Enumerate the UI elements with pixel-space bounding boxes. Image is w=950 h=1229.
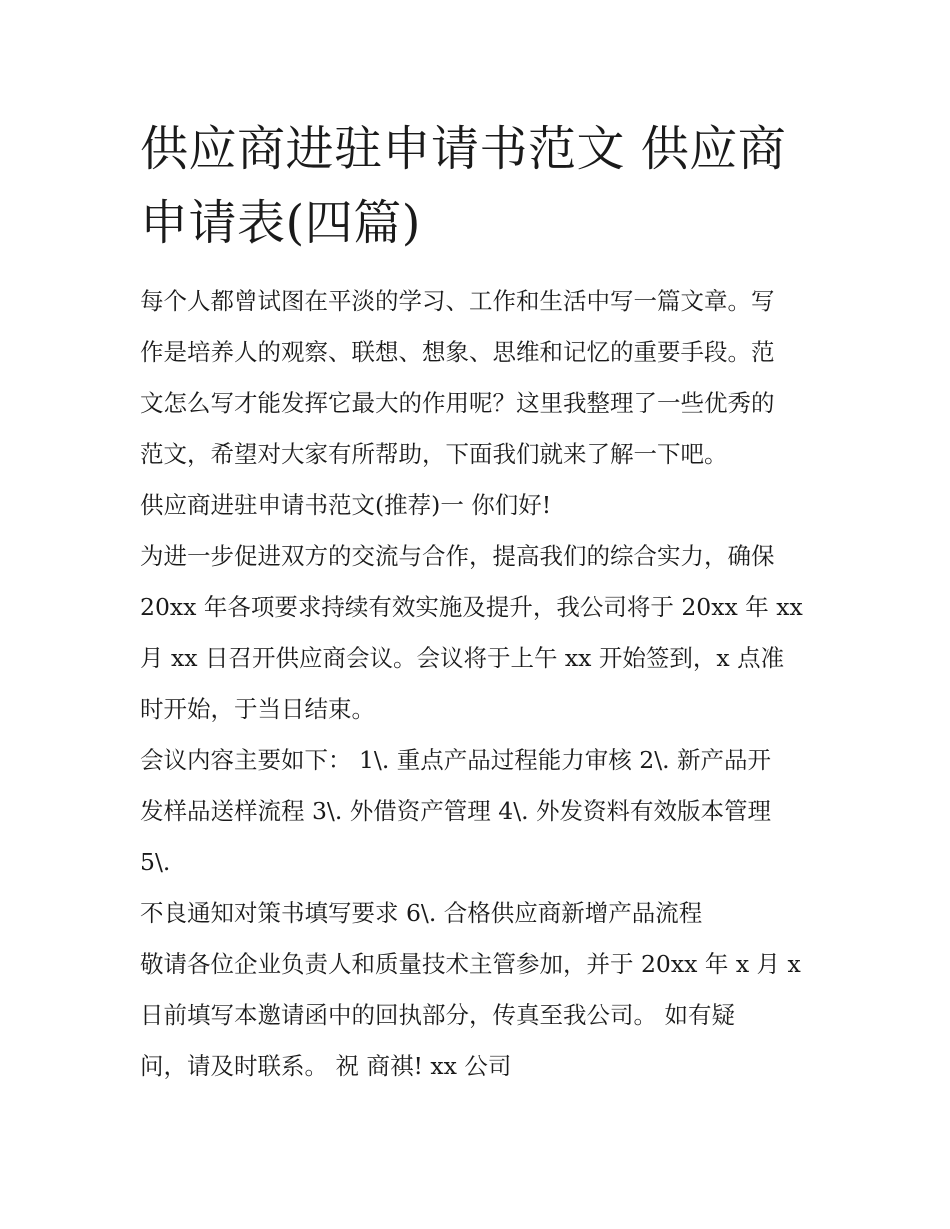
body-line: 发样品送样流程 3\. 外借资产管理 4\. 外发资料有效版本管理 bbox=[140, 797, 772, 825]
body-line: 敬请各位企业负责人和质量技术主管参加，并于 20xx 年 x 月 x bbox=[140, 950, 801, 978]
body-line: 文怎么写才能发挥它最大的作用呢？这里我整理了一些优秀的 bbox=[140, 389, 775, 417]
body-line: 5\. bbox=[140, 848, 171, 876]
body-line: 范文，希望对大家有所帮助，下面我们就来了解一下吧。 bbox=[140, 440, 728, 468]
body-line: 为进一步促进双方的交流与合作，提高我们的综合实力，确保 bbox=[140, 542, 775, 570]
body-line: 不良通知对策书填写要求 6\. 合格供应商新增产品流程 bbox=[140, 899, 703, 927]
section-heading: 供应商进驻申请书范文(推荐)一 你们好! bbox=[140, 491, 552, 519]
document-title bbox=[140, 112, 830, 260]
body-line: 每个人都曾试图在平淡的学习、工作和生活中写一篇文章。写 bbox=[140, 287, 775, 315]
title-line-1: 供应商进驻申请书范文 供应商 bbox=[140, 121, 787, 177]
body-line: 20xx 年各项要求持续有效实施及提升，我公司将于 20xx 年 xx bbox=[140, 593, 803, 621]
title-line-2: 申请表(四篇) bbox=[140, 195, 421, 251]
body-line: 月 xx 日召开供应商会议。会议将于上午 xx 开始签到，x 点准 bbox=[140, 644, 785, 672]
body-line: 会议内容主要如下： 1\. 重点产品过程能力审核 2\. 新产品开 bbox=[140, 746, 772, 774]
body-line: 时开始，于当日结束。 bbox=[140, 695, 375, 723]
body-line: 作是培养人的观察、联想、想象、思维和记忆的重要手段。范 bbox=[140, 338, 775, 366]
body-line: 问，请及时联系。 祝 商祺! xx 公司 bbox=[140, 1052, 512, 1080]
document-body bbox=[140, 276, 830, 1092]
body-line: 日前填写本邀请函中的回执部分，传真至我公司。 如有疑 bbox=[140, 1001, 735, 1029]
